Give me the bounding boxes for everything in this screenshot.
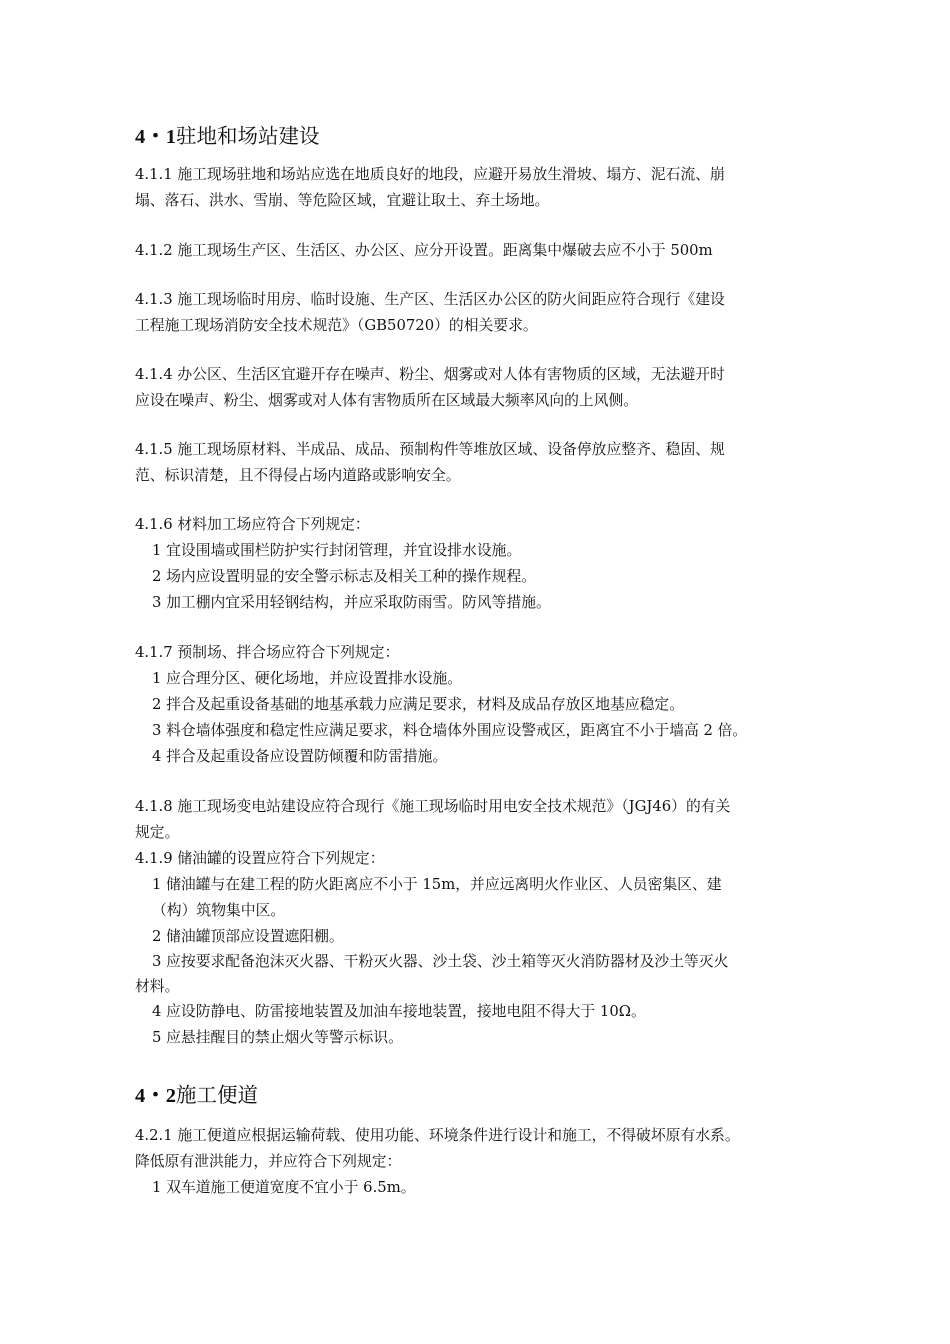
paragraph-line: 降低原有泄洪能力，并应符合下列规定： [135, 1153, 402, 1170]
section-heading-number: 4・2 [135, 1085, 176, 1107]
list-item: 3 料仓墙体强度和稳定性应满足要求，料仓墙体外围应设警戒区，距离宜不小于墙高 2 倍。 [152, 722, 748, 739]
paragraph-line: 4.1.6 材料加工场应符合下列规定： [135, 516, 370, 533]
list-item: 5 应悬挂醒目的禁止烟火等警示标识。 [152, 1029, 403, 1046]
paragraph-line: 4.1.7 预制场、拌合场应符合下列规定： [135, 644, 400, 661]
list-item: 1 宜设围墙或围栏防护实行封闭管理，并宜设排水设施。 [152, 542, 522, 559]
list-item: 2 储油罐顶部应设置遮阳棚。 [152, 928, 344, 945]
list-item: （构）筑物集中区。 [152, 902, 286, 919]
section-heading-4-1 [135, 123, 320, 150]
paragraph-line: 4.1.3 施工现场临时用房、临时设施、生产区、生活区办公区的防火间距应符合现行《建设 [135, 291, 725, 308]
paragraph-line: 4.1.8 施工现场变电站建设应符合现行《施工现场临时用电安全技术规范》（JGJ46）的有关 [135, 798, 731, 815]
paragraph-line: 4.1.1 施工现场驻地和场站应选在地质良好的地段，应避开易放生滑坡、塌方、泥石流、崩 [135, 166, 725, 183]
list-item: 2 拌合及起重设备基础的地基承载力应满足要求，材料及成品存放区地基应稳定。 [152, 696, 685, 713]
paragraph-line: 4.2.1 施工便道应根据运输荷载、使用功能、环境条件进行设计和施工，不得破坏原有水系。 [135, 1127, 740, 1144]
list-item: 1 双车道施工便道宽度不宜小于 6.5m。 [152, 1179, 416, 1196]
paragraph-line: 塌、落石、洪水、雪崩、等危险区域，宜避让取土、弃土场地。 [135, 192, 550, 209]
list-item: 1 应合理分区、硬化场地，并应设置排水设施。 [152, 670, 463, 687]
list-item: 3 加工棚内宜采用轻钢结构，并应采取防雨雪。防风等措施。 [152, 594, 551, 611]
paragraph-line: 4.1.5 施工现场原材料、半成品、成品、预制构件等堆放区域、设备停放应整齐、稳固、规 [135, 441, 725, 458]
list-item: 3 应按要求配备泡沫灭火器、干粉灭火器、沙土袋、沙土箱等灭火消防器材及沙土等灭火 [152, 953, 729, 970]
paragraph-line: 规定。 [135, 824, 180, 841]
list-item: 4 应设防静电、防雷接地装置及加油车接地装置，接地电阻不得大于 10Ω。 [152, 1003, 646, 1020]
list-item: 2 场内应设置明显的安全警示标志及相关工种的操作规程。 [152, 568, 537, 585]
section-heading-text: 施工便道 [176, 1083, 258, 1107]
paragraph-line: 范、标识清楚，且不得侵占场内道路或影响安全。 [135, 467, 461, 484]
paragraph-line: 4.1.4 办公区、生活区宜避开存在噪声、粉尘、烟雾或对人体有害物质的区域，无法避开时 [135, 366, 725, 383]
paragraph-line: 工程施工现场消防安全技术规范》（GB50720）的相关要求。 [135, 317, 538, 334]
list-item: 1 储油罐与在建工程的防火距离应不小于 15m，并应远离明火作业区、人员密集区、建 [152, 876, 722, 893]
section-heading-4-2 [135, 1082, 258, 1109]
paragraph-line: 4.1.9 储油罐的设置应符合下列规定： [135, 850, 385, 867]
section-heading-text: 驻地和场站建设 [176, 124, 320, 148]
section-heading-number: 4・1 [135, 126, 176, 148]
list-item: 4 拌合及起重设备应设置防倾覆和防雷措施。 [152, 748, 448, 765]
paragraph-line: 应设在噪声、粉尘、烟雾或对人体有害物质所在区域最大频率风向的上风侧。 [135, 392, 639, 409]
paragraph-line: 材料。 [135, 978, 180, 995]
paragraph-line: 4.1.2 施工现场生产区、生活区、办公区、应分开设置。距离集中爆破去应不小于 500m [135, 242, 713, 259]
